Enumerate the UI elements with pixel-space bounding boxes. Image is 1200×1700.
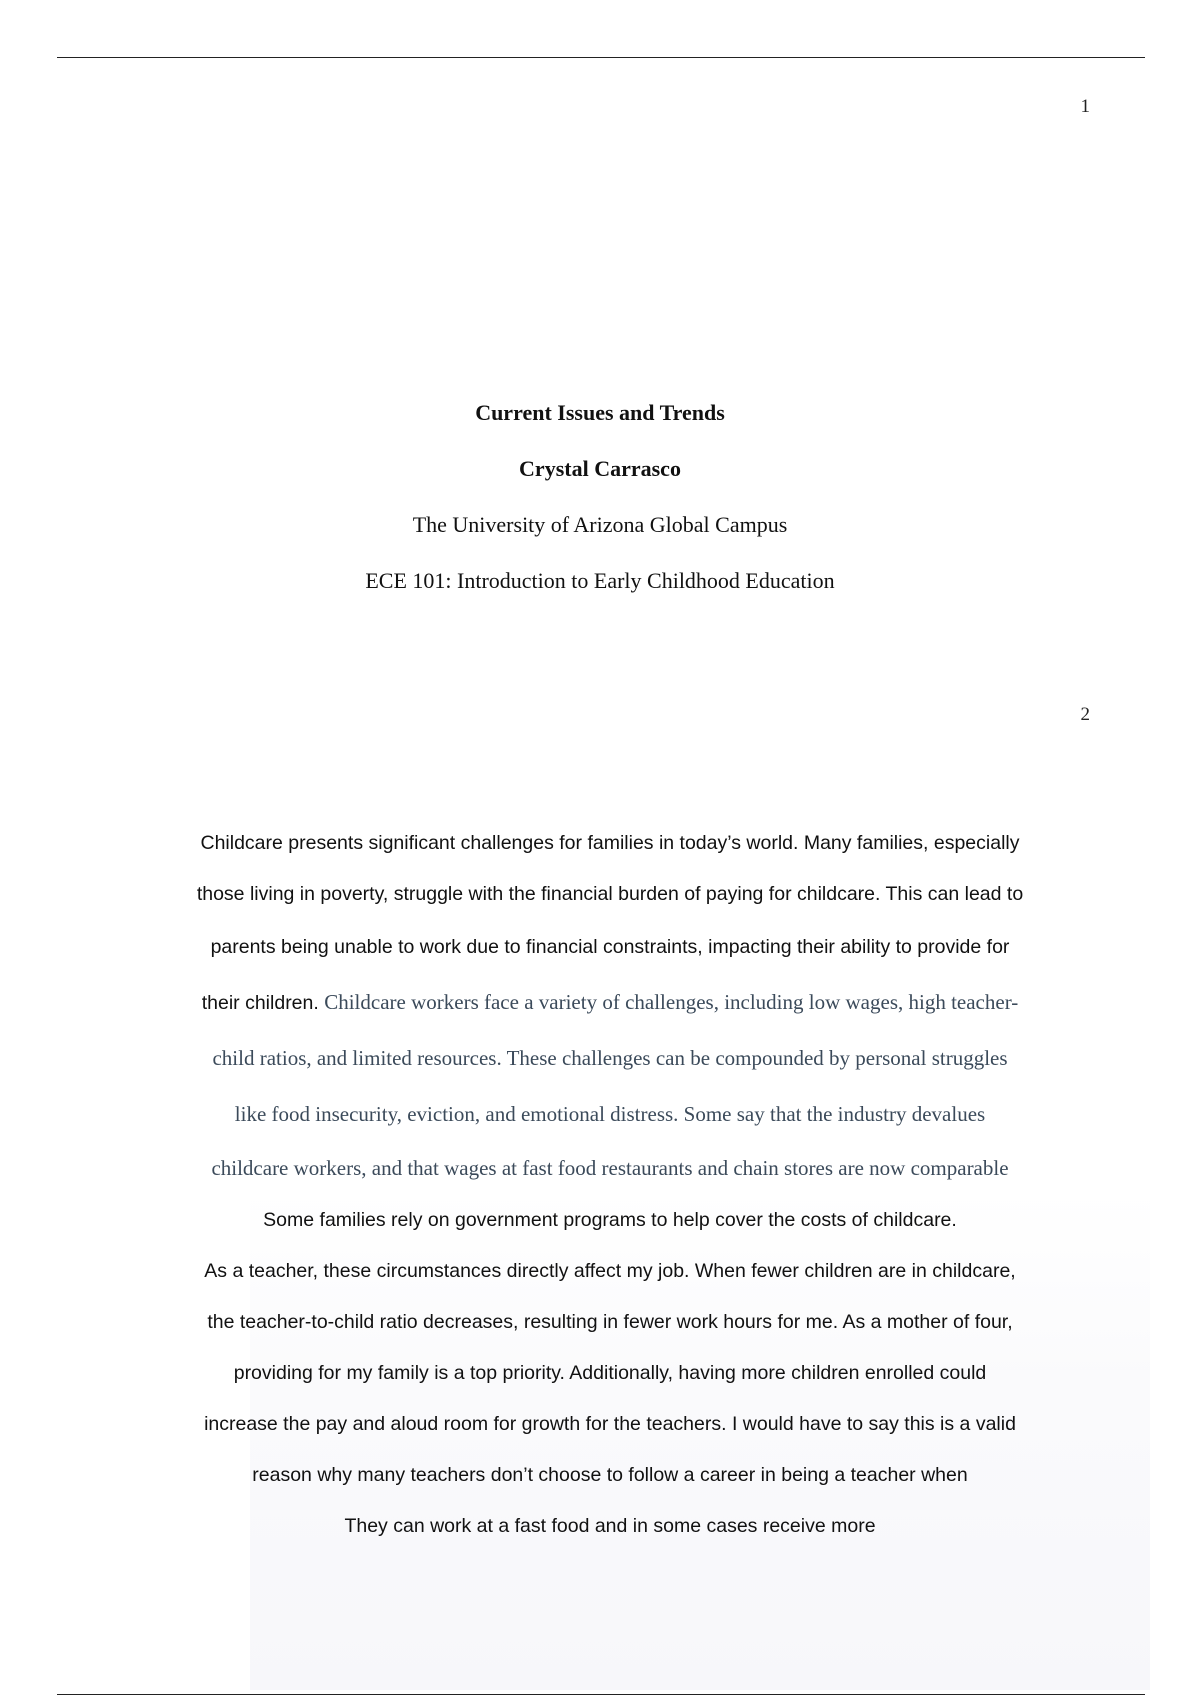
body-line xyxy=(140,974,1080,1030)
body-line-part: their children. xyxy=(201,992,325,1014)
body-line: providing for my family is a top priority. Additionally, having more children enrolled could xyxy=(233,1362,987,1384)
institution-name: The University of Arizona Global Campus xyxy=(412,512,788,537)
body-line: child ratios, and limited resources. These challenges can be compounded by personal struggles xyxy=(212,1046,1008,1070)
top-rule xyxy=(57,57,1145,58)
body-line: parents being unable to work due to financial constraints, impacting their ability to provide for xyxy=(210,936,1010,958)
body-line: childcare workers, and that wages at fast food restaurants and chain stores are now comparable xyxy=(211,1156,1009,1180)
paper-title: Current Issues and Trends xyxy=(475,400,725,425)
body-line-part: Childcare workers face a variety of challenges, including low wages, high teacher- xyxy=(324,990,1019,1014)
title-page-block xyxy=(0,385,1200,609)
page-number: 2 xyxy=(1080,704,1090,725)
body-line: They can work at a fast food and in some cases receive more xyxy=(344,1515,876,1537)
body-line: Childcare presents significant challenges for families in today’s world. Many families, especially xyxy=(200,832,1020,854)
course-name: ECE 101: Introduction to Early Childhood Education xyxy=(365,568,835,593)
body-line: the teacher-to-child ratio decreases, resulting in fewer work hours for me. As a mother of four, xyxy=(207,1311,1013,1333)
bottom-rule xyxy=(57,1694,1145,1695)
author-name: Crystal Carrasco xyxy=(519,456,681,481)
body-line: like food insecurity, eviction, and emotional distress. Some say that the industry devalues xyxy=(234,1102,986,1126)
body-line: increase the pay and aloud room for growth for the teachers. I would have to say this is a valid xyxy=(204,1413,1016,1435)
body-line: As a teacher, these circumstances directly affect my job. When fewer children are in childcare, xyxy=(204,1260,1016,1282)
body-line: those living in poverty, struggle with the financial burden of paying for childcare. This can lead to xyxy=(196,883,1024,905)
page-number: 1 xyxy=(1080,96,1090,117)
body-line: Some families rely on government programs to help cover the costs of childcare. xyxy=(263,1209,957,1231)
body-line: reason why many teachers don’t choose to follow a career in being a teacher when xyxy=(252,1464,968,1486)
body-paragraph xyxy=(140,818,1080,1552)
